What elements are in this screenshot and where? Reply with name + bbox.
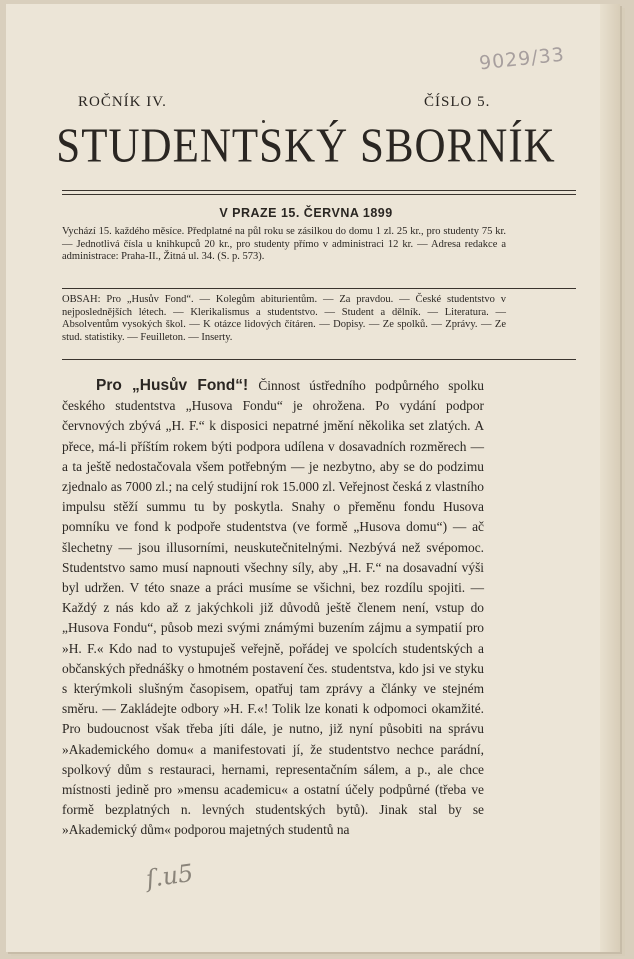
masthead-rule-bottom — [62, 194, 576, 195]
contents-rule-top — [62, 288, 576, 289]
article-headline: Pro „Husův Fond“! — [96, 377, 259, 394]
issue-label: ČÍSLO 5. — [424, 94, 491, 110]
masthead-title: STUDENTSKÝ SBORNÍK — [56, 120, 556, 173]
table-of-contents: OBSAH: Pro „Husův Fond“. — Kolegům abiturientům. — Za pravdou. — České studentstvo v nejposlednějších létech. — Klerikalismus a studentstvo. — Student a dělník. — Literatura. — Absolventům vysokých škol. — K otázce lidových čítáren. — Dopisy. — Ze spolků. — Zprávy. — Ze stud. statistiky. — Feuilleton. — Inserty. — [62, 294, 506, 343]
masthead-rule-top — [62, 190, 576, 191]
contents-rule-bottom — [62, 359, 576, 360]
volume-label: ROČNÍK IV. — [78, 94, 167, 110]
newspaper-page — [6, 4, 620, 952]
article-text: Činnost ústředního podpůrného spolku českého studentstva „Husova Fondu“ je ohrožena. Po vydání podpor červnových zbývá „H. F.“ k disposici nepatrné jmění několika set zlatých. A přece, má-li příštím rokem býti podpora udílena v dosavadních rozměrech — a ta ještě nedostačovala všem potřebným — je nezbytno, aby se do podzimu zjednalo as 7000 zl.; na celý studijní rok 15.000 zl. Veřejnost česká z vlastního impulsu stěží summu tu by poskytla. Snahy o přeměnu fondu Husova pomníku ve fond k podpoře studentstva (ve formě „Husova domu“) — ač šlechetny — jsou illusorními, neuskutečnitelnými. Nezbývá než svépomoc. Studentstvo samo musí napnouti všechny síly, aby „H. F.“ na dosavadní výši byl udržen. V této snaze a práci musíme se všichni, bez rozdílu spojiti. — Každý z nás kdo až z jakýchkoli již důvodů ještě členem není, vstup do „Husova Fondu“, působ mezi svými známými buzením zájmu a sympatií pro »H. F.« Kdo nad to vystupuješ veřejně, pořádej ve spolcích studentských a občanských přednášky o hmotném postavení čes. studentstva, kdo jsi ve styku s kterýmkoli slušným časopisem, opatřuj tam zprávy a články ve stejném směru. — Zakládejte odbory »H. F.«! Tolik lze konati k odpomoci okamžité. Pro budoucnost však třeba jíti dále, je nutno, již nyní působiti na správu »Akademického domu« a manifestovati jí, že studentstvo nechce parádní, spolkový dům s restauraci, hernami, representačním sálem, a p., ale chce místnosti jedině pro »mensu academicu« a ostatní účely podpůrné (třeba ve formě bezplatných n. levných studentských bytů). Jinak stal by se »Akademický dům« podporou majetných studentů na — [62, 378, 484, 838]
handwritten-scrawl: ſ.u5 — [144, 858, 195, 894]
pencil-annotation: 9029/33 — [478, 43, 566, 75]
article-body — [62, 376, 484, 841]
dateline: V PRAZE 15. ČERVNA 1899 — [219, 206, 393, 220]
subscription-info: Vychází 15. každého měsíce. Předplatné na půl roku se zásilkou do domu 1 zl. 25 kr., pro studenty 75 kr. — Jednotlivá čísla u knihkupců 20 kr., pro studenty přímo v administraci 12 kr. — Adresa redakce a administrace: Praha-II., Žitná ul. 34. (S. p. 573). — [62, 226, 506, 262]
